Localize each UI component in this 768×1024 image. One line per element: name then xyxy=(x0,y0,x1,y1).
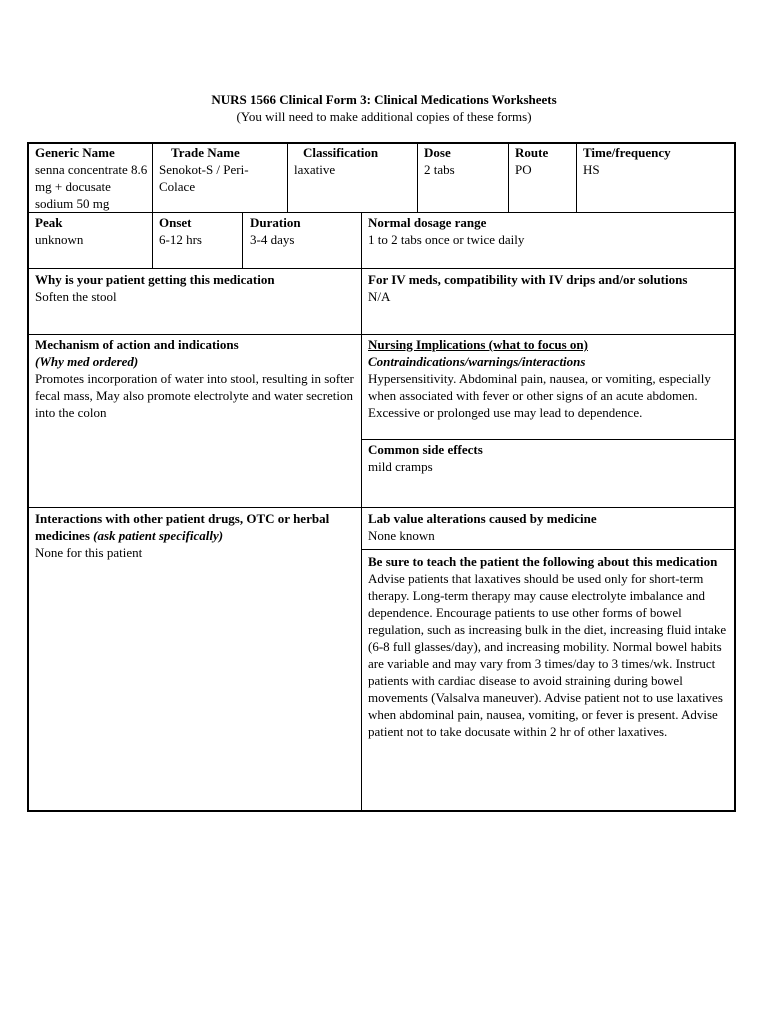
duration-cell xyxy=(250,214,358,248)
row-divider xyxy=(28,334,735,335)
dose-value: 2 tabs xyxy=(424,162,455,177)
duration-value: 3-4 days xyxy=(250,232,295,247)
interactions-cell xyxy=(35,510,357,561)
row-divider xyxy=(28,212,735,213)
time-frequency-value: HS xyxy=(583,162,600,177)
col-divider xyxy=(508,143,509,212)
normal-dosage-value: 1 to 2 tabs once or twice daily xyxy=(368,232,525,247)
lab-alterations-value: None known xyxy=(368,528,435,543)
peak-label: Peak xyxy=(35,215,63,230)
interactions-label-italic: (ask patient specifically) xyxy=(93,528,224,543)
col-divider xyxy=(361,212,362,811)
patient-teaching-value: Advise patients that laxatives should be used only for short-term therapy. Long-term therapy may cause electrolyte imbalance and dependence. Encourage patients to use other forms of bowel regulation, such as increasing bulk in the diet, increasing fluid intake (6-8 full glasses/day), and increasing mobility. Normal bowel habits are variable and may vary from 3 times/day to 3 times/wk. Instruct patients with cardiac disease to avoid straining during bowel movements (Valsalva maneuver). Advise patient not to use laxatives when abdominal pain, nausea, vomiting, or fever is present. Advise patient not to take docusate within 2 hr of other laxatives. xyxy=(368,571,727,739)
route-cell xyxy=(515,144,573,178)
route-value: PO xyxy=(515,162,532,177)
trade-name-label: Trade Name xyxy=(171,145,240,160)
generic-name-value: senna concentrate 8.6 mg + docusate sodium 50 mg xyxy=(35,162,148,211)
time-frequency-label: Time/frequency xyxy=(583,145,671,160)
trade-name-cell xyxy=(159,144,283,195)
row-divider xyxy=(28,268,735,269)
normal-dosage-cell xyxy=(368,214,730,248)
col-divider xyxy=(576,143,577,212)
why-label: Why is your patient getting this medication xyxy=(35,272,275,287)
patient-teaching-cell xyxy=(368,553,730,740)
onset-label: Onset xyxy=(159,215,192,230)
side-effects-value: mild cramps xyxy=(368,459,433,474)
col-divider xyxy=(152,212,153,268)
col-divider xyxy=(287,143,288,212)
peak-value: unknown xyxy=(35,232,84,247)
iv-compatibility-value: N/A xyxy=(368,289,391,304)
contraindications-label: Contraindications/warnings/interactions xyxy=(368,354,586,369)
row-divider xyxy=(361,549,735,550)
mechanism-value: Promotes incorporation of water into stool, resulting in softer fecal mass, May also promote electrolyte and water secretion into the colon xyxy=(35,371,354,420)
form-title: NURS 1566 Clinical Form 3: Clinical Medications Worksheets xyxy=(211,92,557,107)
side-effects-cell xyxy=(368,441,730,475)
mechanism-label: Mechanism of action and indications xyxy=(35,337,239,352)
generic-name-label: Generic Name xyxy=(35,145,115,160)
classification-value: laxative xyxy=(294,162,336,177)
iv-compatibility-label: For IV meds, compatibility with IV drips and/or solutions xyxy=(368,272,688,287)
interactions-value: None for this patient xyxy=(35,545,143,560)
iv-compatibility-cell xyxy=(368,271,698,305)
interactions-label xyxy=(35,510,357,544)
normal-dosage-label: Normal dosage range xyxy=(368,215,487,230)
lab-alterations-cell xyxy=(368,510,730,544)
col-divider xyxy=(417,143,418,212)
form-subtitle: (You will need to make additional copies of these forms) xyxy=(236,109,532,124)
onset-cell xyxy=(159,214,239,248)
nursing-implications-value: Hypersensitivity. Abdominal pain, nausea, or vomiting, especially when associated with fever or other signs of an acute abdomen. Excessive or prolonged use may lead to dependence. xyxy=(368,371,711,420)
dose-label: Dose xyxy=(424,145,451,160)
mechanism-sublabel: (Why med ordered) xyxy=(35,354,139,369)
onset-value: 6-12 hrs xyxy=(159,232,202,247)
dose-cell xyxy=(424,144,504,178)
duration-label: Duration xyxy=(250,215,301,230)
row-divider xyxy=(361,439,735,440)
peak-cell xyxy=(35,214,150,248)
trade-name-value: Senokot-S / Peri-Colace xyxy=(159,162,249,194)
row-divider xyxy=(28,507,735,508)
why-value: Soften the stool xyxy=(35,289,117,304)
classification-label: Classification xyxy=(303,145,379,160)
col-divider xyxy=(152,143,153,212)
nursing-implications-label: Nursing Implications (what to focus on) xyxy=(368,337,588,352)
lab-alterations-label: Lab value alterations caused by medicine xyxy=(368,511,597,526)
interactions-label-text: Interactions with other patient drugs, OTC or herbal medicines xyxy=(35,511,330,543)
time-frequency-cell xyxy=(583,144,731,178)
route-label: Route xyxy=(515,145,549,160)
col-divider xyxy=(242,212,243,268)
mechanism-cell xyxy=(35,336,357,421)
patient-teaching-label: Be sure to teach the patient the following about this medication xyxy=(368,554,718,569)
generic-name-cell xyxy=(35,144,150,212)
why-cell xyxy=(35,271,357,305)
nursing-implications-cell xyxy=(368,336,730,421)
side-effects-label: Common side effects xyxy=(368,442,483,457)
classification-cell xyxy=(294,144,414,178)
